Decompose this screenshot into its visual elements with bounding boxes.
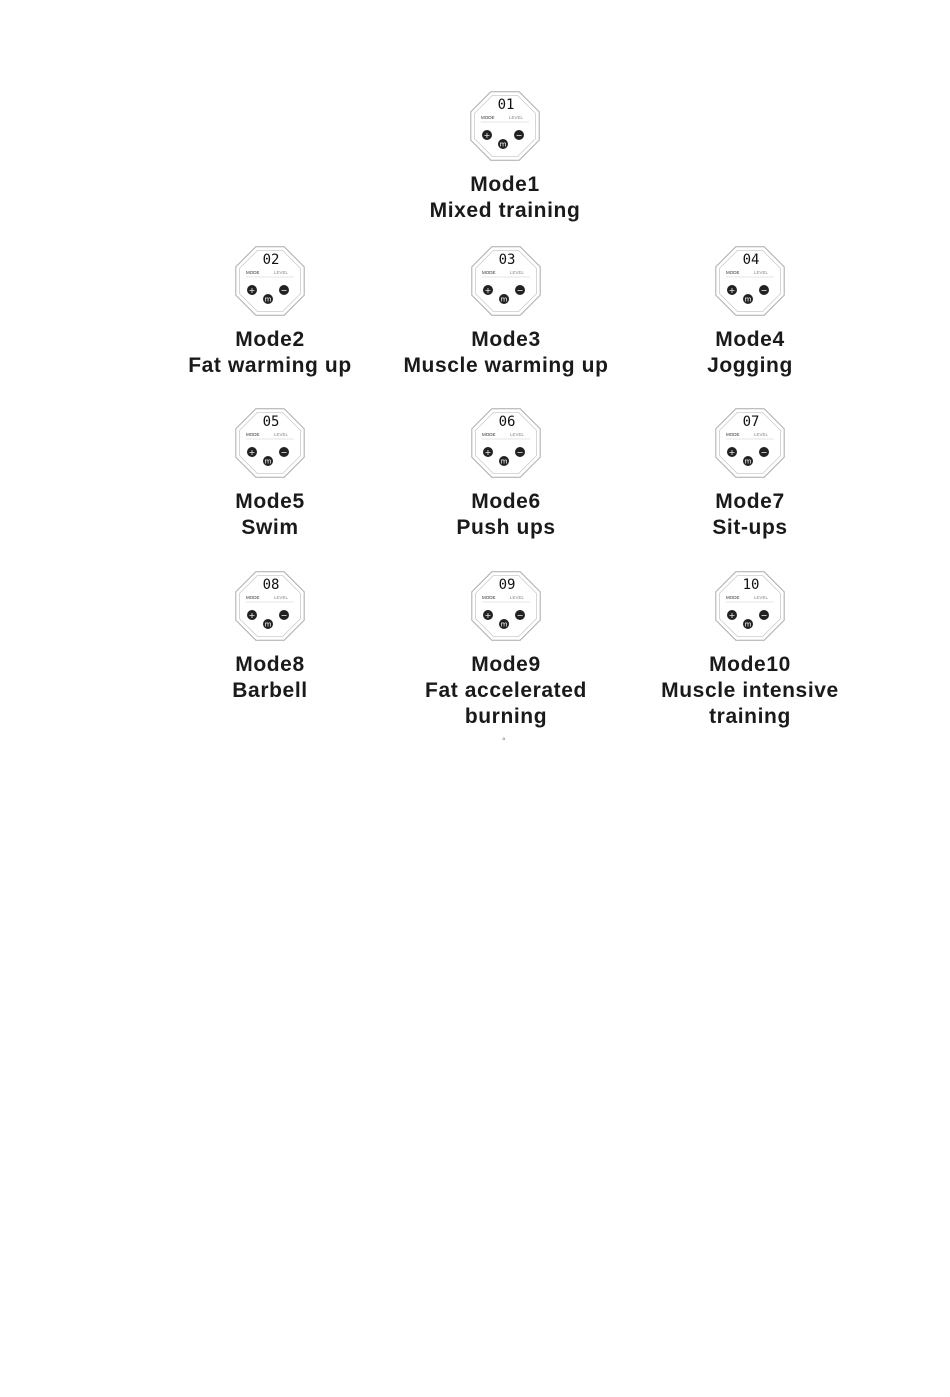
plus-button-icon bbox=[483, 285, 493, 295]
svg-text:+: + bbox=[484, 286, 492, 295]
mode-number-display: 04 bbox=[742, 252, 760, 268]
level-label: LEVEL bbox=[754, 270, 769, 275]
m-button-icon bbox=[499, 294, 509, 304]
svg-text:m: m bbox=[264, 620, 272, 629]
mode-description: burning bbox=[464, 705, 548, 728]
level-label: LEVEL bbox=[274, 270, 289, 275]
mode-card-9 bbox=[386, 568, 626, 730]
mode-description: Sit-ups bbox=[712, 516, 788, 539]
mode-number-display: 06 bbox=[498, 414, 516, 430]
minus-button-icon bbox=[279, 447, 289, 457]
mode-description: Mixed training bbox=[429, 199, 581, 222]
mode-card-1 bbox=[385, 88, 625, 224]
svg-text:+: + bbox=[483, 131, 491, 140]
mode-title: Mode6 bbox=[471, 490, 541, 513]
plus-button-icon bbox=[247, 285, 257, 295]
level-label: LEVEL bbox=[510, 432, 525, 437]
plus-button-icon bbox=[727, 285, 737, 295]
m-button-icon bbox=[263, 619, 273, 629]
device-diagram bbox=[712, 405, 788, 481]
mode-title: Mode8 bbox=[235, 653, 305, 676]
plus-button-icon bbox=[727, 447, 737, 457]
plus-button-icon bbox=[483, 610, 493, 620]
svg-text:+: + bbox=[728, 286, 736, 295]
svg-text:m: m bbox=[500, 457, 508, 466]
m-button-icon bbox=[263, 456, 273, 466]
m-button-icon bbox=[263, 294, 273, 304]
svg-text:−: − bbox=[516, 611, 524, 620]
svg-text:m: m bbox=[744, 295, 752, 304]
mode-title: Mode9 bbox=[471, 653, 541, 676]
minus-button-icon bbox=[515, 610, 525, 620]
svg-text:m: m bbox=[500, 295, 508, 304]
m-button-icon bbox=[743, 619, 753, 629]
svg-text:−: − bbox=[516, 448, 524, 457]
mode-description: Muscle warming up bbox=[403, 354, 609, 377]
mode-number-display: 05 bbox=[262, 414, 280, 430]
svg-text:−: − bbox=[760, 611, 768, 620]
svg-text:−: − bbox=[760, 448, 768, 457]
level-label: LEVEL bbox=[274, 432, 289, 437]
svg-text:−: − bbox=[760, 286, 768, 295]
svg-text:+: + bbox=[728, 611, 736, 620]
mode-description: Swim bbox=[241, 516, 299, 539]
mode-label: MODE bbox=[482, 432, 496, 437]
mode-label: MODE bbox=[482, 595, 496, 600]
mode-title: Mode5 bbox=[235, 490, 305, 513]
m-button-icon bbox=[498, 139, 508, 149]
svg-text:+: + bbox=[484, 611, 492, 620]
mode-number-display: 02 bbox=[262, 252, 280, 268]
device-diagram bbox=[232, 243, 308, 319]
m-button-icon bbox=[499, 619, 509, 629]
mode-label: MODE bbox=[246, 432, 260, 437]
svg-text:+: + bbox=[248, 611, 256, 620]
plus-button-icon bbox=[247, 610, 257, 620]
device-diagram bbox=[712, 243, 788, 319]
svg-text:+: + bbox=[248, 286, 256, 295]
minus-button-icon bbox=[279, 610, 289, 620]
minus-button-icon bbox=[514, 130, 524, 140]
svg-text:−: − bbox=[280, 448, 288, 457]
mode-number-display: 08 bbox=[262, 577, 280, 593]
mode-number-display: 10 bbox=[742, 577, 760, 593]
mode-description: Barbell bbox=[232, 679, 308, 702]
m-button-icon bbox=[743, 294, 753, 304]
mode-description: Muscle intensive bbox=[661, 679, 839, 702]
mode-card-2 bbox=[150, 243, 390, 379]
level-label: LEVEL bbox=[274, 595, 289, 600]
mode-title: Mode7 bbox=[715, 490, 785, 513]
svg-text:−: − bbox=[280, 611, 288, 620]
mode-description: Fat warming up bbox=[188, 354, 352, 377]
level-label: LEVEL bbox=[754, 432, 769, 437]
minus-button-icon bbox=[759, 447, 769, 457]
svg-text:+: + bbox=[728, 448, 736, 457]
mode-description: Fat accelerated bbox=[425, 679, 587, 702]
level-label: LEVEL bbox=[510, 270, 525, 275]
mode-description: training bbox=[709, 705, 791, 728]
svg-text:+: + bbox=[484, 448, 492, 457]
mode-description: Jogging bbox=[707, 354, 793, 377]
svg-text:m: m bbox=[500, 620, 508, 629]
mode-card-5 bbox=[150, 405, 390, 541]
device-diagram bbox=[467, 88, 543, 164]
mode-card-8 bbox=[150, 568, 390, 704]
svg-text:+: + bbox=[248, 448, 256, 457]
minus-button-icon bbox=[515, 285, 525, 295]
minus-button-icon bbox=[759, 610, 769, 620]
minus-button-icon bbox=[279, 285, 289, 295]
svg-text:m: m bbox=[499, 140, 507, 149]
svg-text:m: m bbox=[744, 457, 752, 466]
plus-button-icon bbox=[482, 130, 492, 140]
mode-number-display: 07 bbox=[742, 414, 760, 430]
mode-label: MODE bbox=[246, 595, 260, 600]
m-button-icon bbox=[499, 456, 509, 466]
device-diagram bbox=[468, 243, 544, 319]
mode-title: Mode3 bbox=[471, 328, 541, 351]
mode-label: MODE bbox=[726, 270, 740, 275]
mode-label: MODE bbox=[481, 115, 495, 120]
plus-button-icon bbox=[483, 447, 493, 457]
minus-button-icon bbox=[515, 447, 525, 457]
level-label: LEVEL bbox=[510, 595, 525, 600]
mode-card-6 bbox=[386, 405, 626, 541]
mode-card-3 bbox=[386, 243, 626, 379]
plus-button-icon bbox=[727, 610, 737, 620]
device-diagram bbox=[232, 568, 308, 644]
mode-title: Mode4 bbox=[715, 328, 785, 351]
level-label: LEVEL bbox=[754, 595, 769, 600]
mode-card-10 bbox=[630, 568, 870, 730]
svg-text:−: − bbox=[516, 286, 524, 295]
page-marker: ° bbox=[502, 736, 506, 746]
minus-button-icon bbox=[759, 285, 769, 295]
svg-text:m: m bbox=[744, 620, 752, 629]
mode-label: MODE bbox=[726, 432, 740, 437]
svg-text:m: m bbox=[264, 295, 272, 304]
mode-title: Mode10 bbox=[709, 653, 791, 676]
mode-card-7 bbox=[630, 405, 870, 541]
m-button-icon bbox=[743, 456, 753, 466]
device-diagram bbox=[232, 405, 308, 481]
mode-number-display: 03 bbox=[498, 252, 516, 268]
mode-number-display: 01 bbox=[497, 97, 515, 113]
plus-button-icon bbox=[247, 447, 257, 457]
svg-text:m: m bbox=[264, 457, 272, 466]
device-diagram bbox=[468, 568, 544, 644]
mode-label: MODE bbox=[246, 270, 260, 275]
device-diagram bbox=[468, 405, 544, 481]
mode-description: Push ups bbox=[456, 516, 556, 539]
svg-text:−: − bbox=[515, 131, 523, 140]
mode-number-display: 09 bbox=[498, 577, 516, 593]
mode-title: Mode2 bbox=[235, 328, 305, 351]
mode-label: MODE bbox=[482, 270, 496, 275]
level-label: LEVEL bbox=[509, 115, 524, 120]
mode-card-4 bbox=[630, 243, 870, 379]
svg-text:−: − bbox=[280, 286, 288, 295]
device-diagram bbox=[712, 568, 788, 644]
mode-label: MODE bbox=[726, 595, 740, 600]
mode-title: Mode1 bbox=[470, 173, 540, 196]
